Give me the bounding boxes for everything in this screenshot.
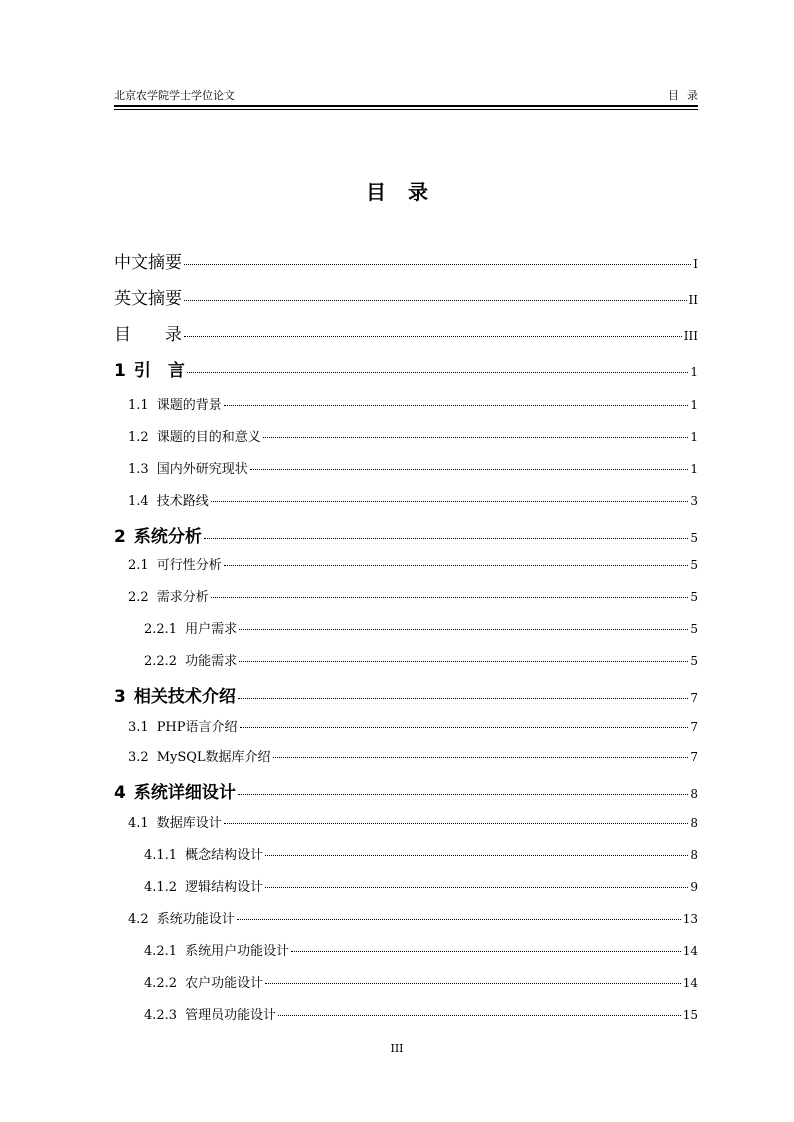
toc-entry-page: 15 [682, 1008, 698, 1022]
toc-entry-label [114, 778, 236, 803]
toc-entry-number: 4.2.1 [144, 944, 178, 959]
toc-entry-number: 1 [114, 361, 126, 381]
toc-dot-leader [240, 727, 689, 728]
toc-entry [144, 876, 698, 895]
toc-dot-leader [238, 698, 689, 699]
toc-entry-label [144, 844, 263, 863]
toc-entry-title: 逻辑结构设计 [185, 880, 264, 895]
toc-entry-number: 2.2.2 [144, 654, 178, 669]
toc-entry-title: 课题的背景 [156, 398, 222, 413]
toc-entry-title: 英文摘要 [114, 289, 182, 309]
toc-entry-label [114, 682, 236, 707]
running-header [114, 86, 706, 106]
toc-entry-title: 可行性分析 [156, 558, 222, 573]
toc-entry-page: 5 [690, 622, 698, 636]
toc-entry-page: III [683, 329, 698, 343]
toc-entry-label [128, 426, 261, 445]
header-rule-thick [114, 105, 698, 107]
toc-dot-leader [265, 855, 688, 856]
toc-entry-number: 4.2.2 [144, 976, 178, 991]
toc-entry-number: 4.1.1 [144, 848, 178, 863]
toc-entry [128, 716, 698, 735]
toc-dot-leader [265, 887, 688, 888]
toc-entry-number: 4.1.2 [144, 880, 178, 895]
toc-dot-leader [224, 823, 689, 824]
page-title: 目录 [366, 180, 450, 204]
toc-entry-page: 8 [690, 816, 698, 830]
toc-entry-page: 3 [690, 494, 698, 508]
toc-entry [128, 812, 698, 831]
toc-dot-leader [184, 336, 682, 337]
toc-entry-page: 14 [682, 944, 698, 958]
toc-entry-title: 概念结构设计 [185, 848, 264, 863]
toc-dot-leader [237, 919, 681, 920]
toc-entry [114, 682, 698, 707]
toc-entry-number: 1.2 [128, 430, 149, 445]
toc-entry [128, 586, 698, 605]
toc-entry-number: 4.1 [128, 816, 149, 831]
toc-entry [144, 940, 698, 959]
toc-entry-label [128, 716, 238, 735]
toc-entry [144, 844, 698, 863]
toc-entry [114, 356, 698, 381]
toc-entry-number: 3 [114, 687, 126, 707]
toc-entry-label [128, 458, 248, 477]
toc-dot-leader [238, 794, 689, 795]
toc-entry-label [144, 972, 263, 991]
toc-entry-page: 7 [690, 750, 698, 764]
toc-entry-label [128, 554, 222, 573]
toc-entry-number: 3.2 [128, 750, 149, 765]
toc-entry-number: 2.2 [128, 590, 149, 605]
header-rule-thin [114, 109, 698, 110]
toc-entry [114, 778, 698, 803]
toc-entry-title: 目 录 [114, 325, 182, 345]
toc-entry-number: 3.1 [128, 720, 149, 735]
toc-entry-number: 4.2.3 [144, 1008, 178, 1023]
toc-entry [144, 972, 698, 991]
toc-entry-label [114, 284, 182, 309]
toc-entry-label [128, 746, 271, 765]
thesis-header-title: 北京农学院学士学位论文 [114, 89, 235, 102]
toc-entry-page: 1 [690, 398, 698, 412]
toc-entry-title: 农户功能设计 [185, 976, 264, 991]
toc-entry-title: 相关技术介绍 [133, 687, 236, 707]
toc-entry-page: II [688, 293, 698, 307]
toc-entry [114, 284, 698, 309]
toc-entry-title: 数据库设计 [156, 816, 222, 831]
toc-entry-page: I [693, 257, 698, 271]
toc-entry-title: PHP语言介绍 [156, 720, 238, 735]
toc-entry-number: 2.1 [128, 558, 149, 573]
toc-entry-title: 用户需求 [185, 622, 238, 637]
toc-entry [128, 746, 698, 765]
toc-entry-title: 系统详细设计 [133, 783, 236, 803]
toc-entry-number: 2.2.1 [144, 622, 178, 637]
toc-entry-number: 4 [114, 783, 126, 803]
toc-entry-label [128, 586, 209, 605]
toc-entry-label [144, 940, 289, 959]
toc-entry-label [114, 320, 182, 345]
toc-entry [114, 248, 698, 273]
toc-dot-leader [211, 597, 689, 598]
toc-dot-leader [184, 300, 687, 301]
toc-entry [128, 394, 698, 413]
toc-entry-title: 国内外研究现状 [156, 462, 248, 477]
toc-entry [114, 320, 698, 345]
toc-entry [144, 650, 698, 669]
section-header-title: 目录 [668, 89, 706, 102]
toc-entry-page: 9 [690, 880, 698, 894]
toc-entry-number: 1.4 [128, 494, 149, 509]
toc-entry-label [144, 618, 237, 637]
toc-entry [128, 554, 698, 573]
toc-entry [128, 908, 698, 927]
toc-entry-page: 13 [682, 912, 698, 926]
toc-entry-label [128, 812, 222, 831]
toc-entry-number: 1.3 [128, 462, 149, 477]
toc-dot-leader [273, 757, 689, 758]
toc-dot-leader [211, 501, 689, 502]
toc-entry-label [144, 1004, 276, 1023]
toc-entry-page: 5 [690, 654, 698, 668]
toc-entry-label [114, 356, 185, 381]
toc-entry-label [144, 876, 263, 895]
toc-entry [144, 1004, 698, 1023]
toc-entry [128, 490, 698, 509]
toc-entry-number: 2 [114, 527, 126, 547]
toc-entry-page: 14 [682, 976, 698, 990]
toc-entry-title: 课题的目的和意义 [156, 430, 261, 445]
toc-entry-page: 7 [690, 691, 698, 705]
toc-dot-leader [187, 372, 689, 373]
toc-entry-page: 5 [690, 531, 698, 545]
toc-entry-title: MySQL数据库介绍 [156, 750, 271, 765]
toc-entry-title: 需求分析 [156, 590, 209, 605]
toc-entry-title: 系统用户功能设计 [185, 944, 290, 959]
toc-entry-page: 8 [690, 848, 698, 862]
toc-dot-leader [263, 437, 689, 438]
toc-entry-title: 系统功能设计 [156, 912, 235, 927]
toc-dot-leader [250, 469, 689, 470]
toc-entry-title: 系统分析 [133, 527, 202, 547]
toc-entry-label [144, 650, 237, 669]
toc-entry-label [128, 490, 209, 509]
toc-dot-leader [265, 983, 681, 984]
toc-entry [144, 618, 698, 637]
toc-entry-number: 4.2 [128, 912, 149, 927]
toc-entry [128, 426, 698, 445]
toc-dot-leader [224, 405, 689, 406]
toc-entry-page: 1 [690, 430, 698, 444]
toc-entry-page: 1 [690, 365, 698, 379]
toc-entry-title: 引 言 [133, 361, 185, 381]
toc-entry-label [114, 522, 202, 547]
toc-entry-page: 7 [690, 720, 698, 734]
page-number: III [390, 1042, 404, 1055]
toc-entry-title: 技术路线 [156, 494, 209, 509]
toc-entry-label [128, 394, 222, 413]
toc-entry-page: 8 [690, 787, 698, 801]
toc-entry-title: 管理员功能设计 [185, 1008, 277, 1023]
toc-dot-leader [224, 565, 689, 566]
toc-entry-number: 1.1 [128, 398, 149, 413]
toc-dot-leader [278, 1015, 681, 1016]
toc-entry-page: 5 [690, 558, 698, 572]
toc-entry-title: 中文摘要 [114, 253, 182, 273]
toc-entry-page: 5 [690, 590, 698, 604]
toc-entry-label [128, 908, 235, 927]
toc-dot-leader [239, 661, 688, 662]
toc-dot-leader [239, 629, 688, 630]
toc-dot-leader [291, 951, 681, 952]
toc-entry-label [114, 248, 182, 273]
toc-dot-leader [204, 538, 689, 539]
toc-dot-leader [184, 264, 691, 265]
toc-entry-title: 功能需求 [185, 654, 238, 669]
toc-entry [114, 522, 698, 547]
toc-entry [128, 458, 698, 477]
toc-entry-page: 1 [690, 462, 698, 476]
